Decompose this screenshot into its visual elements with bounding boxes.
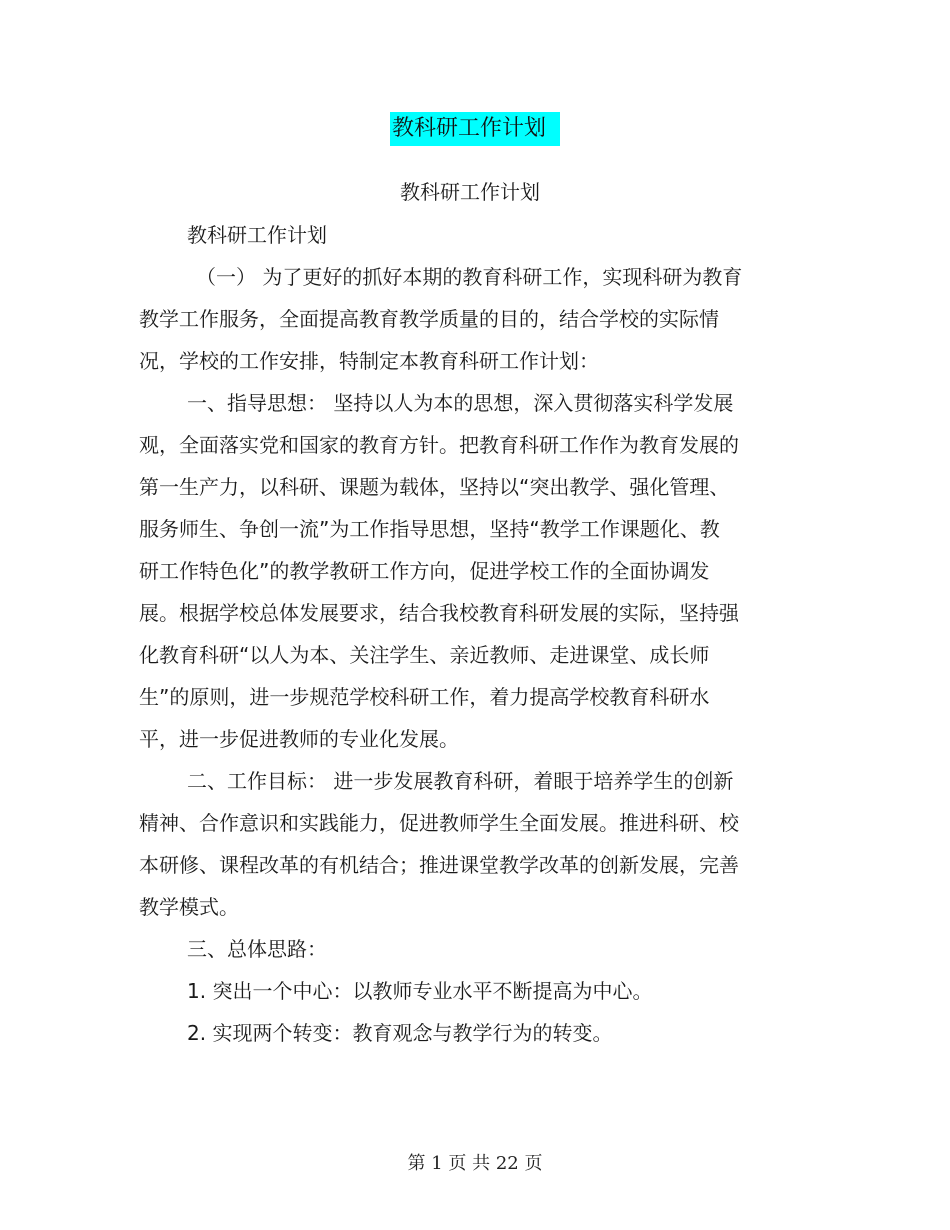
body-line: 研工作特色化”的教学教研工作方向，促进学校工作的全面协调发: [139, 559, 710, 583]
body-line: 二、工作目标： 进一步发展教育科研，着眼于培养学生的创新: [187, 769, 734, 793]
body-line: 1. 突出一个中心：以教师专业水平不断提高为中心。: [187, 979, 653, 1003]
document-heading: 教科研工作计划: [390, 112, 560, 146]
body-line: 本研修、课程改革的有机结合；推进课堂教学改革的创新发展，完善: [139, 853, 739, 877]
body-line: 生”的原则，进一步规范学校科研工作，着力提高学校教育科研水: [139, 685, 710, 709]
page-footer: 第 1 页 共 22 页: [407, 1153, 543, 1174]
body-line: 平，进一步促进教师的专业化发展。: [139, 727, 459, 751]
body-line: 化教育科研“以人为本、关注学生、亲近教师、走进课堂、成长师: [139, 643, 710, 667]
body-line: 精神、合作意识和实践能力，促进教师学生全面发展。推进科研、校: [139, 811, 739, 835]
document-subheading: 教科研工作计划: [400, 180, 540, 204]
body-line: （一） 为了更好的抓好本期的教育科研工作，实现科研为教育: [196, 265, 743, 289]
body-line: 教学模式。: [139, 895, 239, 919]
body-line: 服务师生、争创一流”为工作指导思想，坚持“教学工作课题化、教: [139, 517, 720, 541]
body-line: 教学工作服务，全面提高教育教学质量的目的，结合学校的实际情: [139, 307, 719, 331]
body-line: 第一生产力，以科研、课题为载体，坚持以“突出教学、强化管理、: [139, 475, 730, 499]
body-line: 教科研工作计划: [187, 223, 327, 247]
body-line: 一、指导思想： 坚持以人为本的思想，深入贯彻落实科学发展: [187, 391, 734, 415]
body-line: 观，全面落实党和国家的教育方针。把教育科研工作作为教育发展的: [139, 433, 739, 457]
body-line: 展。根据学校总体发展要求，结合我校教育科研发展的实际，坚持强: [139, 601, 739, 625]
body-line: 三、总体思路：: [187, 937, 327, 961]
body-line: 2. 实现两个转变：教育观念与教学行为的转变。: [187, 1021, 613, 1045]
body-line: 况，学校的工作安排，特制定本教育科研工作计划：: [139, 349, 599, 373]
heading-container: [0, 112, 950, 146]
